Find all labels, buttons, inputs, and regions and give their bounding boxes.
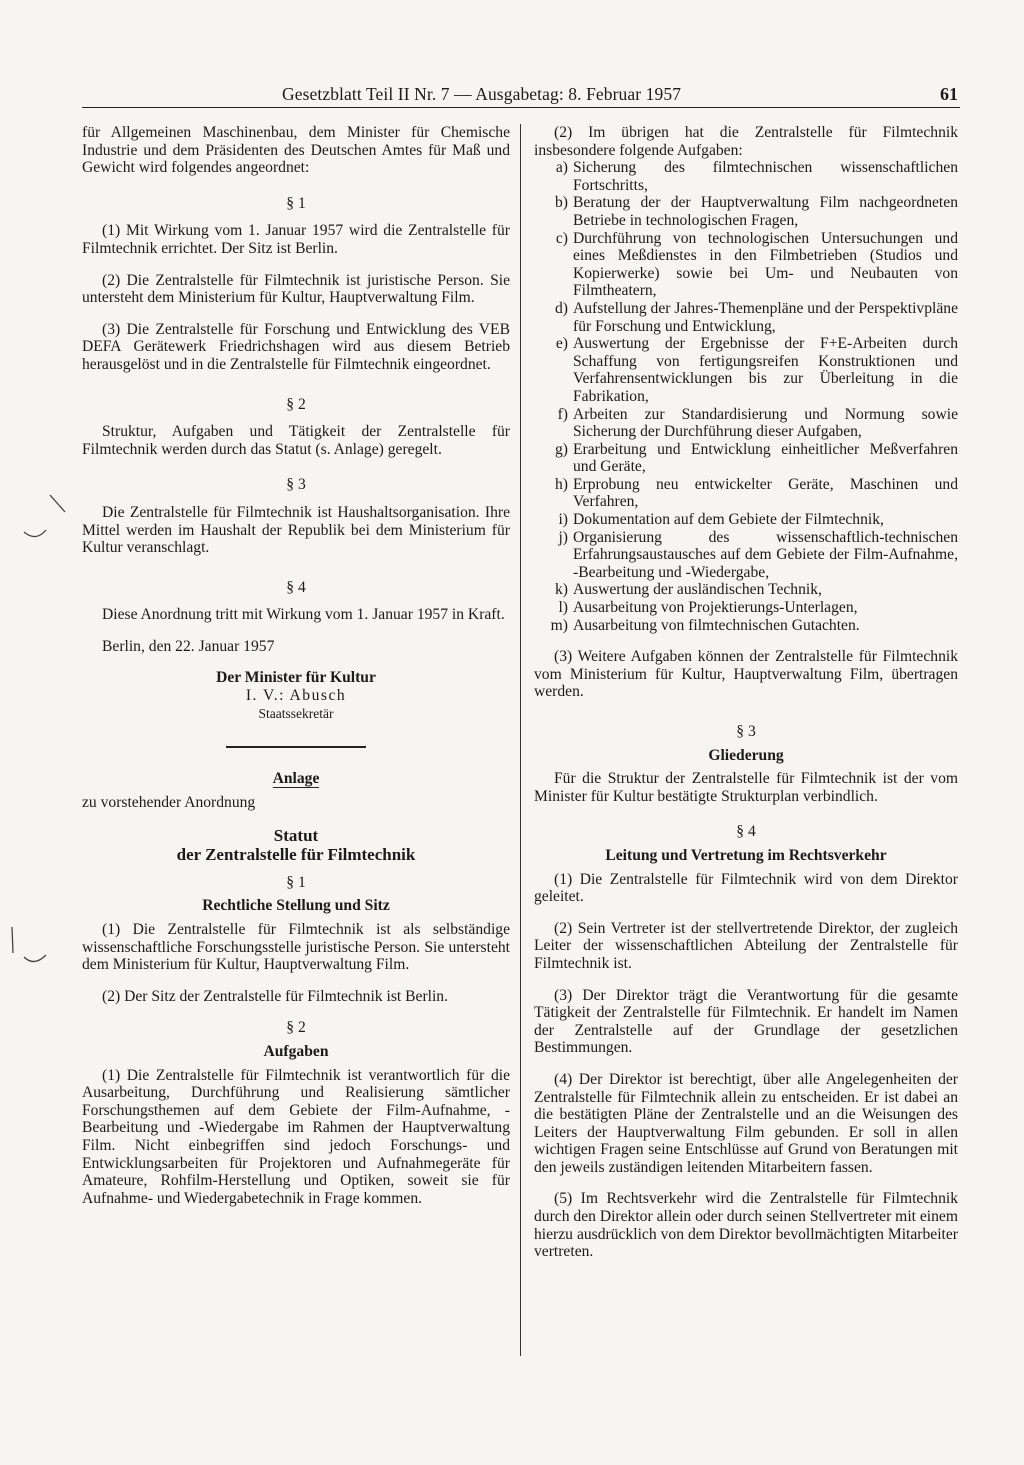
paragraph: (2) Der Sitz der Zentralstelle für Filmtechnik ist Berlin. xyxy=(102,987,449,1005)
section-heading: § 4 xyxy=(286,578,306,596)
list-item xyxy=(534,335,958,405)
list-item-text: Ausarbeitung von Projektierungs-Unterlagen, xyxy=(573,599,858,617)
signature-role: Staatssekretär xyxy=(258,705,334,721)
list-item xyxy=(534,159,958,194)
paragraph: Die Zentralstelle für Filmtechnik ist Haushaltsorganisation. Ihre Mittel werden im Haushalt der Republik bei dem Ministerium für Kultur veranschlagt. xyxy=(82,503,510,557)
page-header xyxy=(82,84,960,106)
paragraph: (2) Sein Vertreter ist der stellvertretende Direktor, der zugleich Leiter der wissenschaftlichen Abteilung der Zentralstelle für Filmtechnik ist. xyxy=(534,919,958,972)
intro-paragraph: für Allgemeinen Maschinenbau, dem Minister für Chemische Industrie und dem Präsidenten des Deutschen Amtes für Maß und Gewicht wird folgendes angeordnet: xyxy=(82,124,510,177)
list-item xyxy=(534,599,958,617)
list-item-label: h) xyxy=(555,475,568,493)
section-heading: § 3 xyxy=(286,476,306,494)
paragraph: Struktur, Aufgaben und Tätigkeit der Zentralstelle für Filmtechnik werden durch das Statut (s. Anlage) geregelt. xyxy=(82,423,510,458)
list-item-label: b) xyxy=(555,194,568,212)
list-item-text: Ausarbeitung von filmtechnischen Gutachten. xyxy=(573,616,860,634)
header-rule xyxy=(82,107,960,108)
list-item-text: Beratung der der Hauptverwaltung Film nachgeordneten Betriebe in technologischen Fragen, xyxy=(573,194,958,229)
list-item-text: Sicherung des filmtechnischen wissenschaftlichen Fortschritts, xyxy=(573,159,958,194)
list-item-label: k) xyxy=(555,581,568,599)
section-heading: § 4 xyxy=(736,823,756,841)
section-heading: § 1 xyxy=(286,873,306,891)
list-item-text: Durchführung von technologischen Untersuchungen und eines Meßdienstes in den Filmbetrieben (Studios und Kopierwerke) sowie bei Um- und Neubauten von Filmtheatern, xyxy=(573,229,958,300)
paragraph: Für die Struktur der Zentralstelle für Filmtechnik ist der vom Minister für Kultur bestätigte Strukturplan verbindlich. xyxy=(534,770,958,805)
list-item-text: Auswertung der ausländischen Technik, xyxy=(573,581,822,599)
list-item xyxy=(534,300,958,335)
section-title: Gliederung xyxy=(708,746,784,764)
section-title: Aufgaben xyxy=(263,1043,329,1060)
paragraph: (3) Weitere Aufgaben können der Zentralstelle für Filmtechnik vom Ministerium für Kultur, Hauptverwaltung Film, übertragen werden. xyxy=(534,648,958,701)
paragraph: (1) Die Zentralstelle für Filmtechnik wird von dem Direktor geleitet. xyxy=(534,870,958,906)
list-item xyxy=(534,511,958,529)
statut-title: Statut xyxy=(273,825,319,845)
anlage-heading: Anlage xyxy=(272,770,320,788)
list-item-label: g) xyxy=(555,440,568,458)
list-item xyxy=(534,476,958,511)
margin-pencil-mark xyxy=(6,925,56,975)
list-item xyxy=(534,406,958,441)
list-item-label: d) xyxy=(555,299,568,317)
paragraph: (5) Im Rechtsverkehr wird die Zentralstelle für Filmtechnik durch den Direktor allein oder durch seinen Stellvertreter mit einem hierzu ausdrücklich von dem Direktor bevollmächtigten Mitarbeiter vertreten. xyxy=(534,1190,958,1261)
signature-name: I. V.: Abusch xyxy=(245,687,347,705)
list-item-label: c) xyxy=(555,229,568,247)
signature-title: Der Minister für Kultur xyxy=(216,669,376,687)
list-item-text: Aufstellung der Jahres-Themenpläne und der Perspektivpläne für Forschung und Entwicklung, xyxy=(573,299,958,335)
statut-subtitle: der Zentralstelle für Filmtechnik xyxy=(176,844,416,864)
list-item-label: f) xyxy=(557,405,568,423)
list-item xyxy=(534,581,958,599)
list-item-label: i) xyxy=(558,511,568,529)
list-item-text: Organisierung des wissenschaftlich-technischen Erfahrungsaustausches auf dem Gebiete der Film-Aufnahme, -Bearbeitung und -Wiedergabe, xyxy=(573,528,958,581)
paragraph: Diese Anordnung tritt mit Wirkung vom 1. Januar 1957 in Kraft. xyxy=(102,606,505,624)
task-list xyxy=(534,159,958,634)
place-date: Berlin, den 22. Januar 1957 xyxy=(102,637,275,655)
right-column xyxy=(534,124,958,1261)
paragraph: (3) Die Zentralstelle für Forschung und Entwicklung des VEB DEFA Gerätewerk Friedrichshagen wird aus diesem Betrieb herausgelöst und in die Zentralstelle für Filmtechnik eingeordnet. xyxy=(82,320,510,373)
anlage-subtitle: zu vorstehender Anordnung xyxy=(82,794,256,812)
paragraph: (1) Mit Wirkung vom 1. Januar 1957 wird die Zentralstelle für Filmtechnik errichtet. Der Sitz ist Berlin. xyxy=(82,222,510,257)
list-item xyxy=(534,617,958,635)
list-item-label: a) xyxy=(555,159,568,177)
paragraph: (3) Der Direktor trägt die Verantwortung für die gesamte Tätigkeit der Zentralstelle für Filmtechnik. Er handelt im Namen der Zentralstelle auf der Grundlage der gesetzlichen Bestimmungen. xyxy=(534,986,958,1057)
margin-pencil-mark xyxy=(20,490,70,550)
paragraph: (4) Der Direktor ist berechtigt, über alle Angelegenheiten der Zentralstelle für Filmtechnik allein zu entscheiden. Er ist dabei an die bestätigten Pläne der Zentralstelle und an die Weisungen des Leiters der Hauptverwaltung Film gebunden. Er soll in allen wichtigen Fragen seine Entschlüsse auf Grund von Beratungen mit den jeweils zuständigen leitenden Mitarbeitern fassen. xyxy=(534,1070,958,1176)
list-item-label: l) xyxy=(558,599,568,617)
section-heading: § 2 xyxy=(286,1019,306,1037)
section-title: Rechtliche Stellung und Sitz xyxy=(202,897,390,915)
list-item-label: m) xyxy=(550,616,568,634)
section-heading: § 3 xyxy=(736,723,756,740)
list-item-text: Dokumentation auf dem Gebiete der Filmtechnik, xyxy=(573,511,884,529)
list-item xyxy=(534,230,958,300)
page-number: 61 xyxy=(940,84,958,104)
paragraph: (2) Die Zentralstelle für Filmtechnik ist juristische Person. Sie untersteht dem Ministerium für Kultur, Hauptverwaltung Film. xyxy=(82,271,510,307)
list-item xyxy=(534,441,958,476)
header-title: Gesetzblatt Teil II Nr. 7 — Ausgabetag: 8. Februar 1957 xyxy=(282,84,682,104)
paragraph: (1) Die Zentralstelle für Filmtechnik ist verantwortlich für die Ausarbeitung, Durchführung und Realisierung sämtlicher Forschungsthemen auf dem Gebiete der Film-Aufnahme, -Bearbeitung und -Wiedergabe im Rahmen der Hauptverwaltung Film. Nicht einbegriffen sind jedoch Forschungs- und Entwicklungsarbeiten für Projektoren und Aufnahmegeräte für Amateure, Rohfilm-Herstellung und Optiken, soweit sie für Aufnahme- und Wiedergabetechnik in Frage kommen. xyxy=(82,1066,510,1207)
section-heading: § 1 xyxy=(286,194,306,212)
column-divider xyxy=(520,124,521,1356)
list-item xyxy=(534,194,958,229)
list-item-label: e) xyxy=(555,335,568,353)
list-item-text: Erprobung neu entwickelter Geräte, Maschinen und Verfahren, xyxy=(573,475,958,511)
list-item-text: Arbeiten zur Standardisierung und Normung sowie Sicherung der Durchführung dieser Aufgaben, xyxy=(573,405,958,441)
left-column xyxy=(82,124,510,1207)
list-item-text: Auswertung der Ergebnisse der F+E-Arbeiten durch Schaffung von fertigungsreifen Konstruktionen und Verfahrensentwicklungen bis zur Überleitung in die Fabrikation, xyxy=(573,335,958,405)
paragraph: (1) Die Zentralstelle für Filmtechnik ist als selbständige wissenschaftliche Forschungsstelle juristische Person. Sie untersteht dem Ministerium für Kultur, Hauptverwaltung Film. xyxy=(82,921,510,974)
section-heading: § 2 xyxy=(286,395,306,413)
list-item xyxy=(534,529,958,582)
list-item-label: j) xyxy=(558,528,568,546)
list-item-text: Erarbeitung und Entwicklung einheitlicher Meßverfahren und Geräte, xyxy=(573,440,958,476)
section-title: Leitung und Vertretung im Rechtsverkehr xyxy=(605,846,887,864)
paragraph: (2) Im übrigen hat die Zentralstelle für Filmtechnik insbesondere folgende Aufgaben: xyxy=(534,124,958,159)
